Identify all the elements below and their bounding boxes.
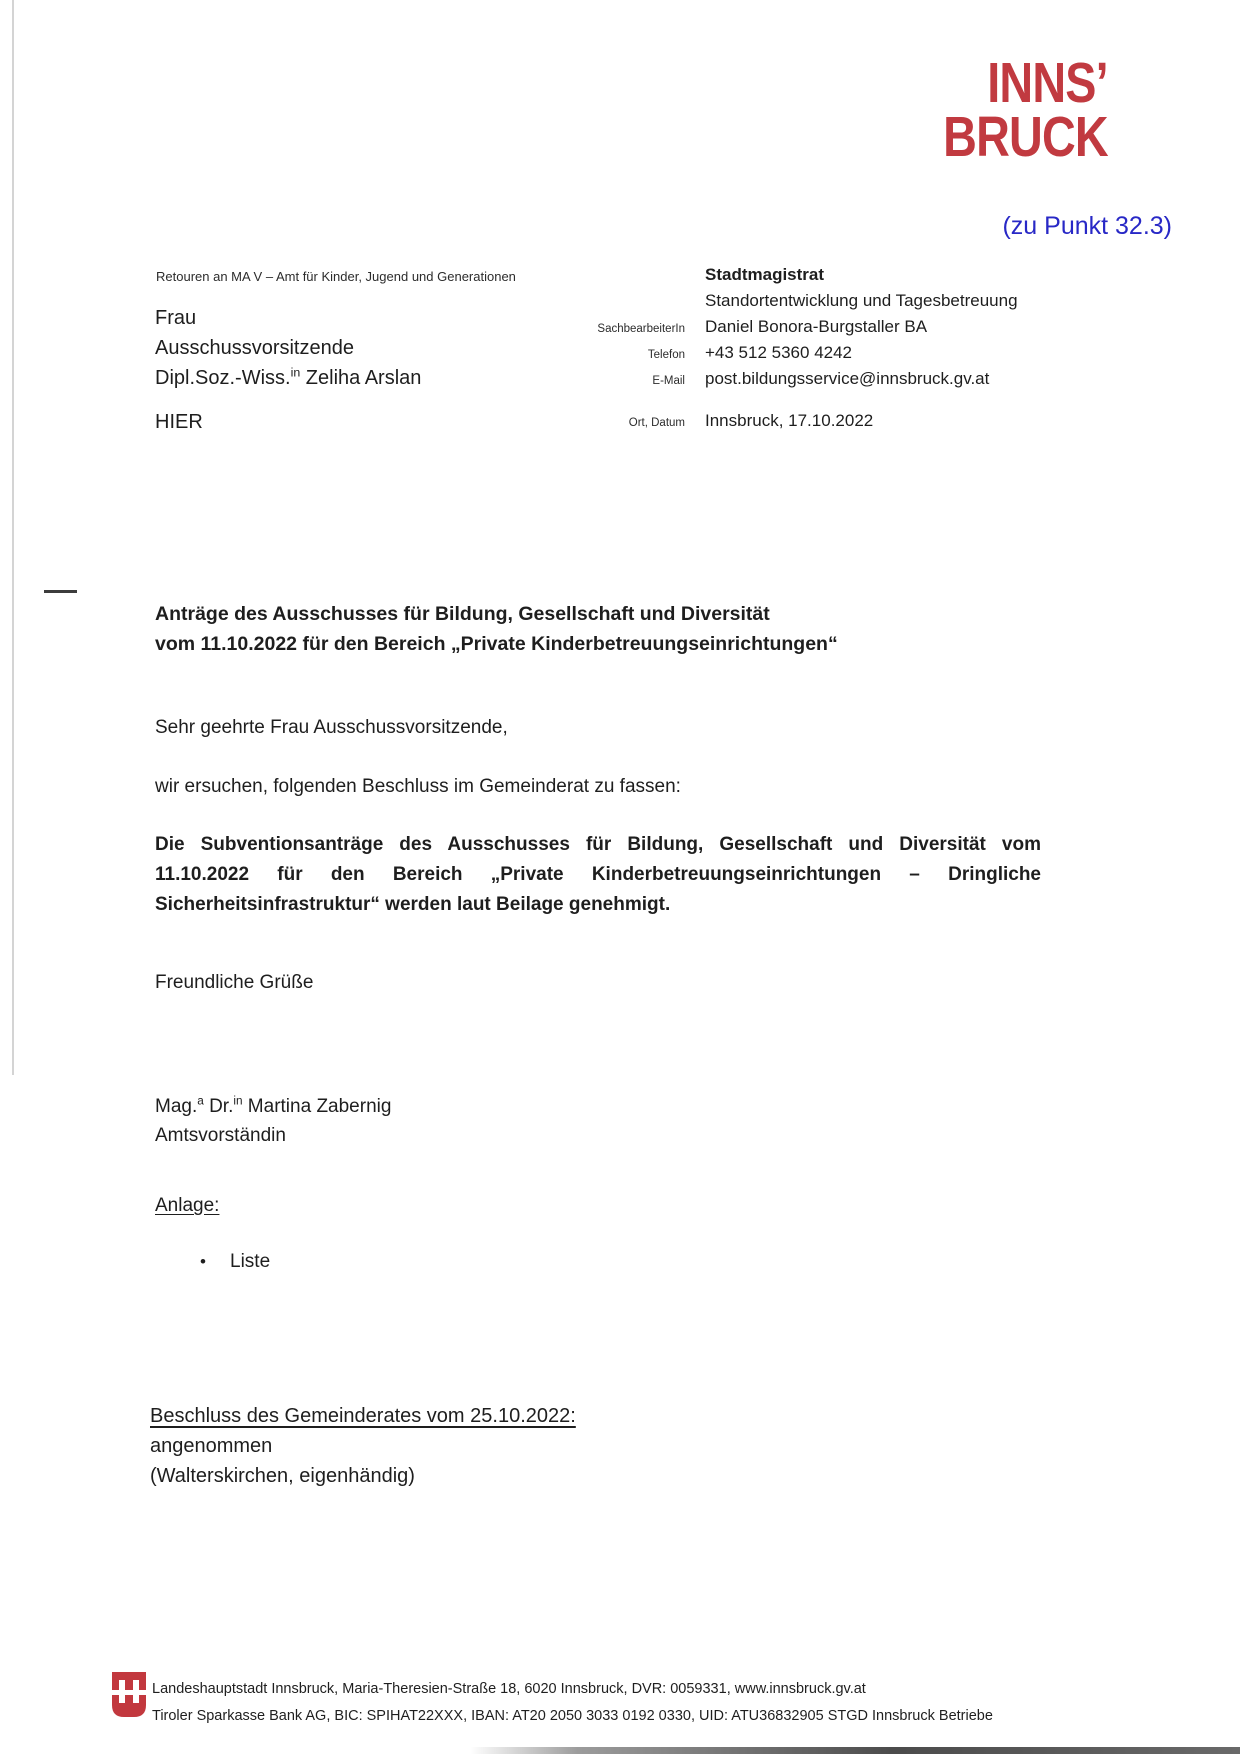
sender-email-row	[595, 369, 1055, 395]
return-address-line: Retouren an MA V – Amt für Kinder, Jugend und Generationen	[156, 269, 516, 284]
footer	[152, 1676, 993, 1730]
attachment-item-label: Liste	[230, 1251, 271, 1272]
signature-name: Mag.$^a$ Dr.$^{in}$ Martina Zabernig	[155, 1094, 392, 1117]
date-row	[595, 411, 1055, 437]
decision-result: angenommen	[150, 1435, 273, 1457]
fold-mark	[44, 590, 77, 593]
innsbruck-logo-line1: INNS’	[987, 51, 1108, 115]
hier-label: HIER	[155, 411, 203, 433]
sender-department: Standortentwicklung und Tagesbetreuung	[705, 291, 1018, 310]
date-label: Ort, Datum	[628, 417, 685, 429]
resolution-paragraph: Die Subventionsanträge des Ausschusses für Bildung, Gesellschaft und Diversität vom 11.10.2022 für den Bereich „Private Kinderbetreuungseinrichtungen – Dringliche Sicherheitsinfrastruktur“ werden laut Beilage genehmigt.	[155, 834, 1041, 915]
closing-phrase: Freundliche Grüße	[155, 972, 314, 993]
gender-superscript: a	[197, 1094, 204, 1108]
sender-org: Stadtmagistrat	[705, 265, 825, 284]
decision-note: (Walterskirchen, eigenhändig)	[150, 1465, 415, 1487]
sender-phone-row	[595, 343, 1055, 369]
footer-bank-line: Tiroler Sparkasse Bank AG, BIC: SPIHAT22XXX, IBAN: AT20 2050 3033 0192 0330, UID: ATU36832905 STGD Innsbruck Betriebe	[152, 1708, 993, 1724]
recipient-salutation-word: Frau	[155, 307, 197, 329]
recipient-role: Ausschussvorsitzende	[155, 337, 354, 359]
council-decision-block	[150, 1401, 576, 1491]
decision-heading: Beschluss des Gemeinderates vom 25.10.2022:	[150, 1405, 576, 1427]
email-address: post.bildungsservice@innsbruck.gv.at	[705, 369, 990, 388]
bullet-icon: •	[200, 1252, 206, 1271]
gender-superscript: in	[290, 365, 301, 380]
subject-heading	[155, 599, 838, 659]
salutation: Sehr geehrte Frau Ausschussvorsitzende,	[155, 717, 508, 738]
scan-artifact-vertical-line	[12, 0, 14, 1075]
body-intro: wir ersuchen, folgenden Beschluss im Gemeinderat zu fassen:	[155, 776, 681, 797]
sender-dept-row	[595, 291, 1055, 317]
email-label: E-Mail	[652, 375, 685, 387]
clerk-name: Daniel Bonora-Burgstaller BA	[705, 317, 928, 336]
sender-clerk-row	[595, 317, 1055, 343]
innsbruck-logo	[943, 51, 1108, 169]
sender-info-block	[595, 265, 1055, 395]
signature-block	[155, 1092, 391, 1150]
footer-address-line: Landeshauptstadt Innsbruck, Maria-Theresien-Straße 18, 6020 Innsbruck, DVR: 0059331, www.innsbruck.gv.at	[152, 1681, 866, 1697]
scan-artifact-bottom-edge	[470, 1747, 1240, 1754]
agenda-point-reference: (zu Punkt 32.3)	[1002, 212, 1172, 240]
sender-org-row	[595, 265, 1055, 291]
attachment-list-item	[200, 1251, 270, 1273]
gender-superscript: in	[233, 1094, 243, 1108]
recipient-name: Dipl.Soz.-Wiss.$^{in}$ Zeliha Arslan	[155, 365, 422, 389]
place-and-date: Innsbruck, 17.10.2022	[705, 411, 874, 430]
subject-line1: Anträge des Ausschusses für Bildung, Gesellschaft und Diversität	[155, 603, 770, 625]
subject-line2: vom 11.10.2022 für den Bereich „Private Kinderbetreuungseinrichtungen“	[155, 633, 838, 655]
phone-number: +43 512 5360 4242	[705, 343, 853, 362]
innsbruck-logo-line2: BRUCK	[943, 105, 1108, 169]
phone-label: Telefon	[647, 349, 685, 361]
signature-title: Amtsvorständin	[155, 1125, 286, 1146]
clerk-label: SachbearbeiterIn	[597, 323, 685, 335]
attachment-heading: Anlage:	[155, 1195, 220, 1216]
innsbruck-bridge-crest-icon	[112, 1672, 146, 1718]
recipient-block	[155, 303, 421, 393]
